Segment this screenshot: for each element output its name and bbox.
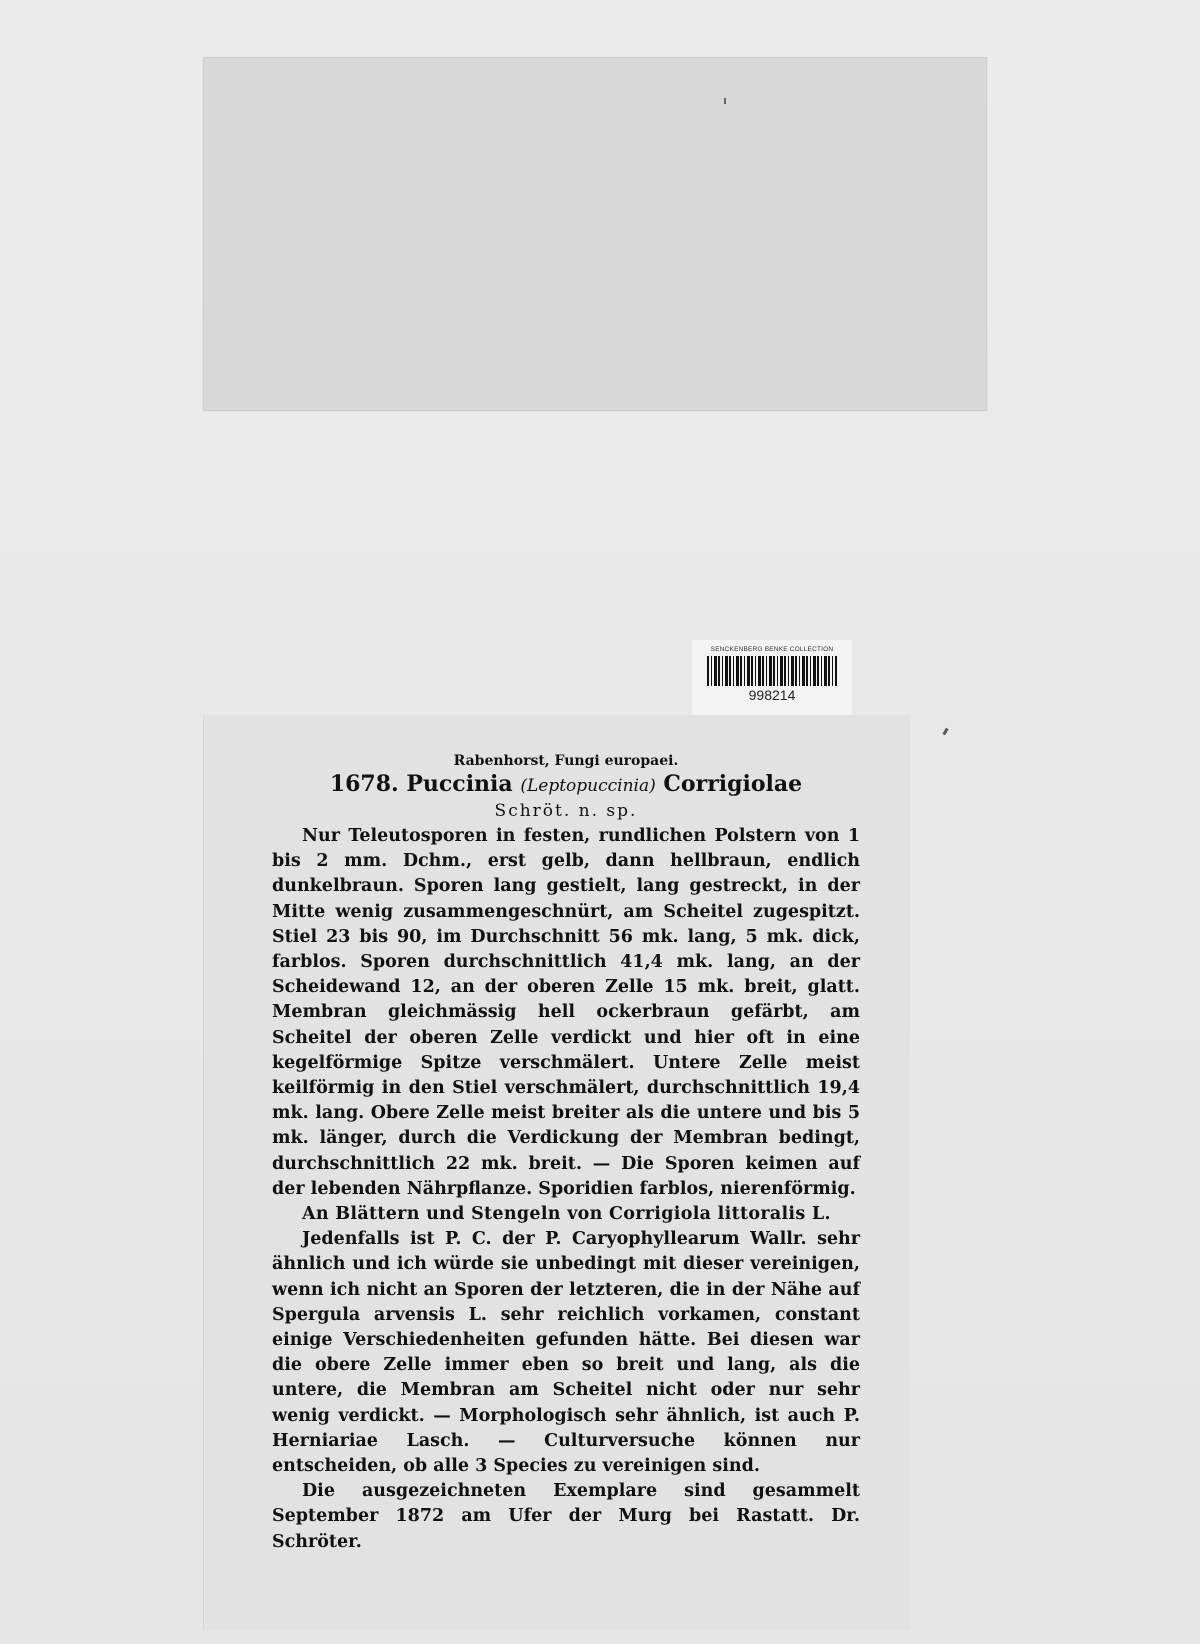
remarks-paragraph: Jedenfalls ist P. C. der P. Caryophyllearum Wallr. sehr ähnlich und ich würde sie unbedingt mit dieser vereinigen, wenn ich nicht an Sporen der letzteren, die in der Nähe auf Spergula arvensis L. sehr reichlich vorkamen, constant einige Verschiedenheiten gefunden hätte. Bei diesen war die obere Zelle immer eben so breit und lang, als die untere, die Membran am Scheitel nicht oder nur sehr wenig verdickt. — Morphologisch sehr ähnlich, ist auch P. Herniariae Lasch. — Culturversuche können nur entscheiden, ob alle 3 Species zu vereinigen sind. (272, 1229, 860, 1477)
label-header: Rabenhorst, Fungi europaei. (453, 753, 679, 769)
collection-paragraph: Die ausgezeichneten Exemplare sind gesammelt September 1872 am Ufer der Murg bei Rastatt. Dr. Schröter. (272, 1481, 860, 1552)
barcode-label (692, 640, 852, 716)
pencil-mark (942, 728, 948, 736)
subgenus-name: (Leptopuccinia) (520, 776, 656, 796)
description-paragraph: Nur Teleutosporen in festen, rundlichen Polstern von 1 bis 2 mm. Dchm., erst gelb, dann hellbraun, endlich dunkelbraun. Sporen lang gestielt, lang gestreckt, in der Mitte wenig zusammengeschnürt, am Scheitel zugespitzt. Stiel 23 bis 90, im Durchschnitt 56 mk. lang, 5 mk. dick, farblos. Sporen durchschnittlich 41,4 mk. lang, an der Scheidewand 12, an der oberen Zelle 15 mk. breit, glatt. Membran gleichmässig hell ockerbraun gefärbt, am Scheitel der oberen Zelle verdickt und hier oft in eine kegelförmige Spitze verschmälert. Untere Zelle meist keilförmig in den Stiel verschmälert, durchschnittlich 19,4 mk. lang. Obere Zelle meist breiter als die untere und bis 5 mk. länger, durch die Verdickung der Membran bedingt, durchschnittlich 22 mk. breit. — Die Sporen keimen auf der lebenden Nährpflanze. Sporidien farblos, nierenförmig. (272, 826, 860, 1199)
species-title (272, 770, 860, 800)
packet-mark (724, 98, 726, 104)
barcode-number: 998214 (748, 687, 796, 703)
label-text (272, 752, 860, 1555)
barcode-icon (707, 656, 837, 686)
exsiccata-number: 1678. (329, 771, 399, 797)
host-paragraph: An Blättern und Stengeln von Corrigiola littoralis L. (302, 1204, 831, 1225)
genus-name: Puccinia (406, 771, 513, 797)
species-epithet: Corrigiolae (663, 771, 803, 797)
species-author: Schröt. n. sp. (494, 801, 638, 821)
specimen-packet (203, 57, 987, 411)
barcode-institution: SENCKENBERG BENKE COLLECTION (710, 646, 834, 653)
